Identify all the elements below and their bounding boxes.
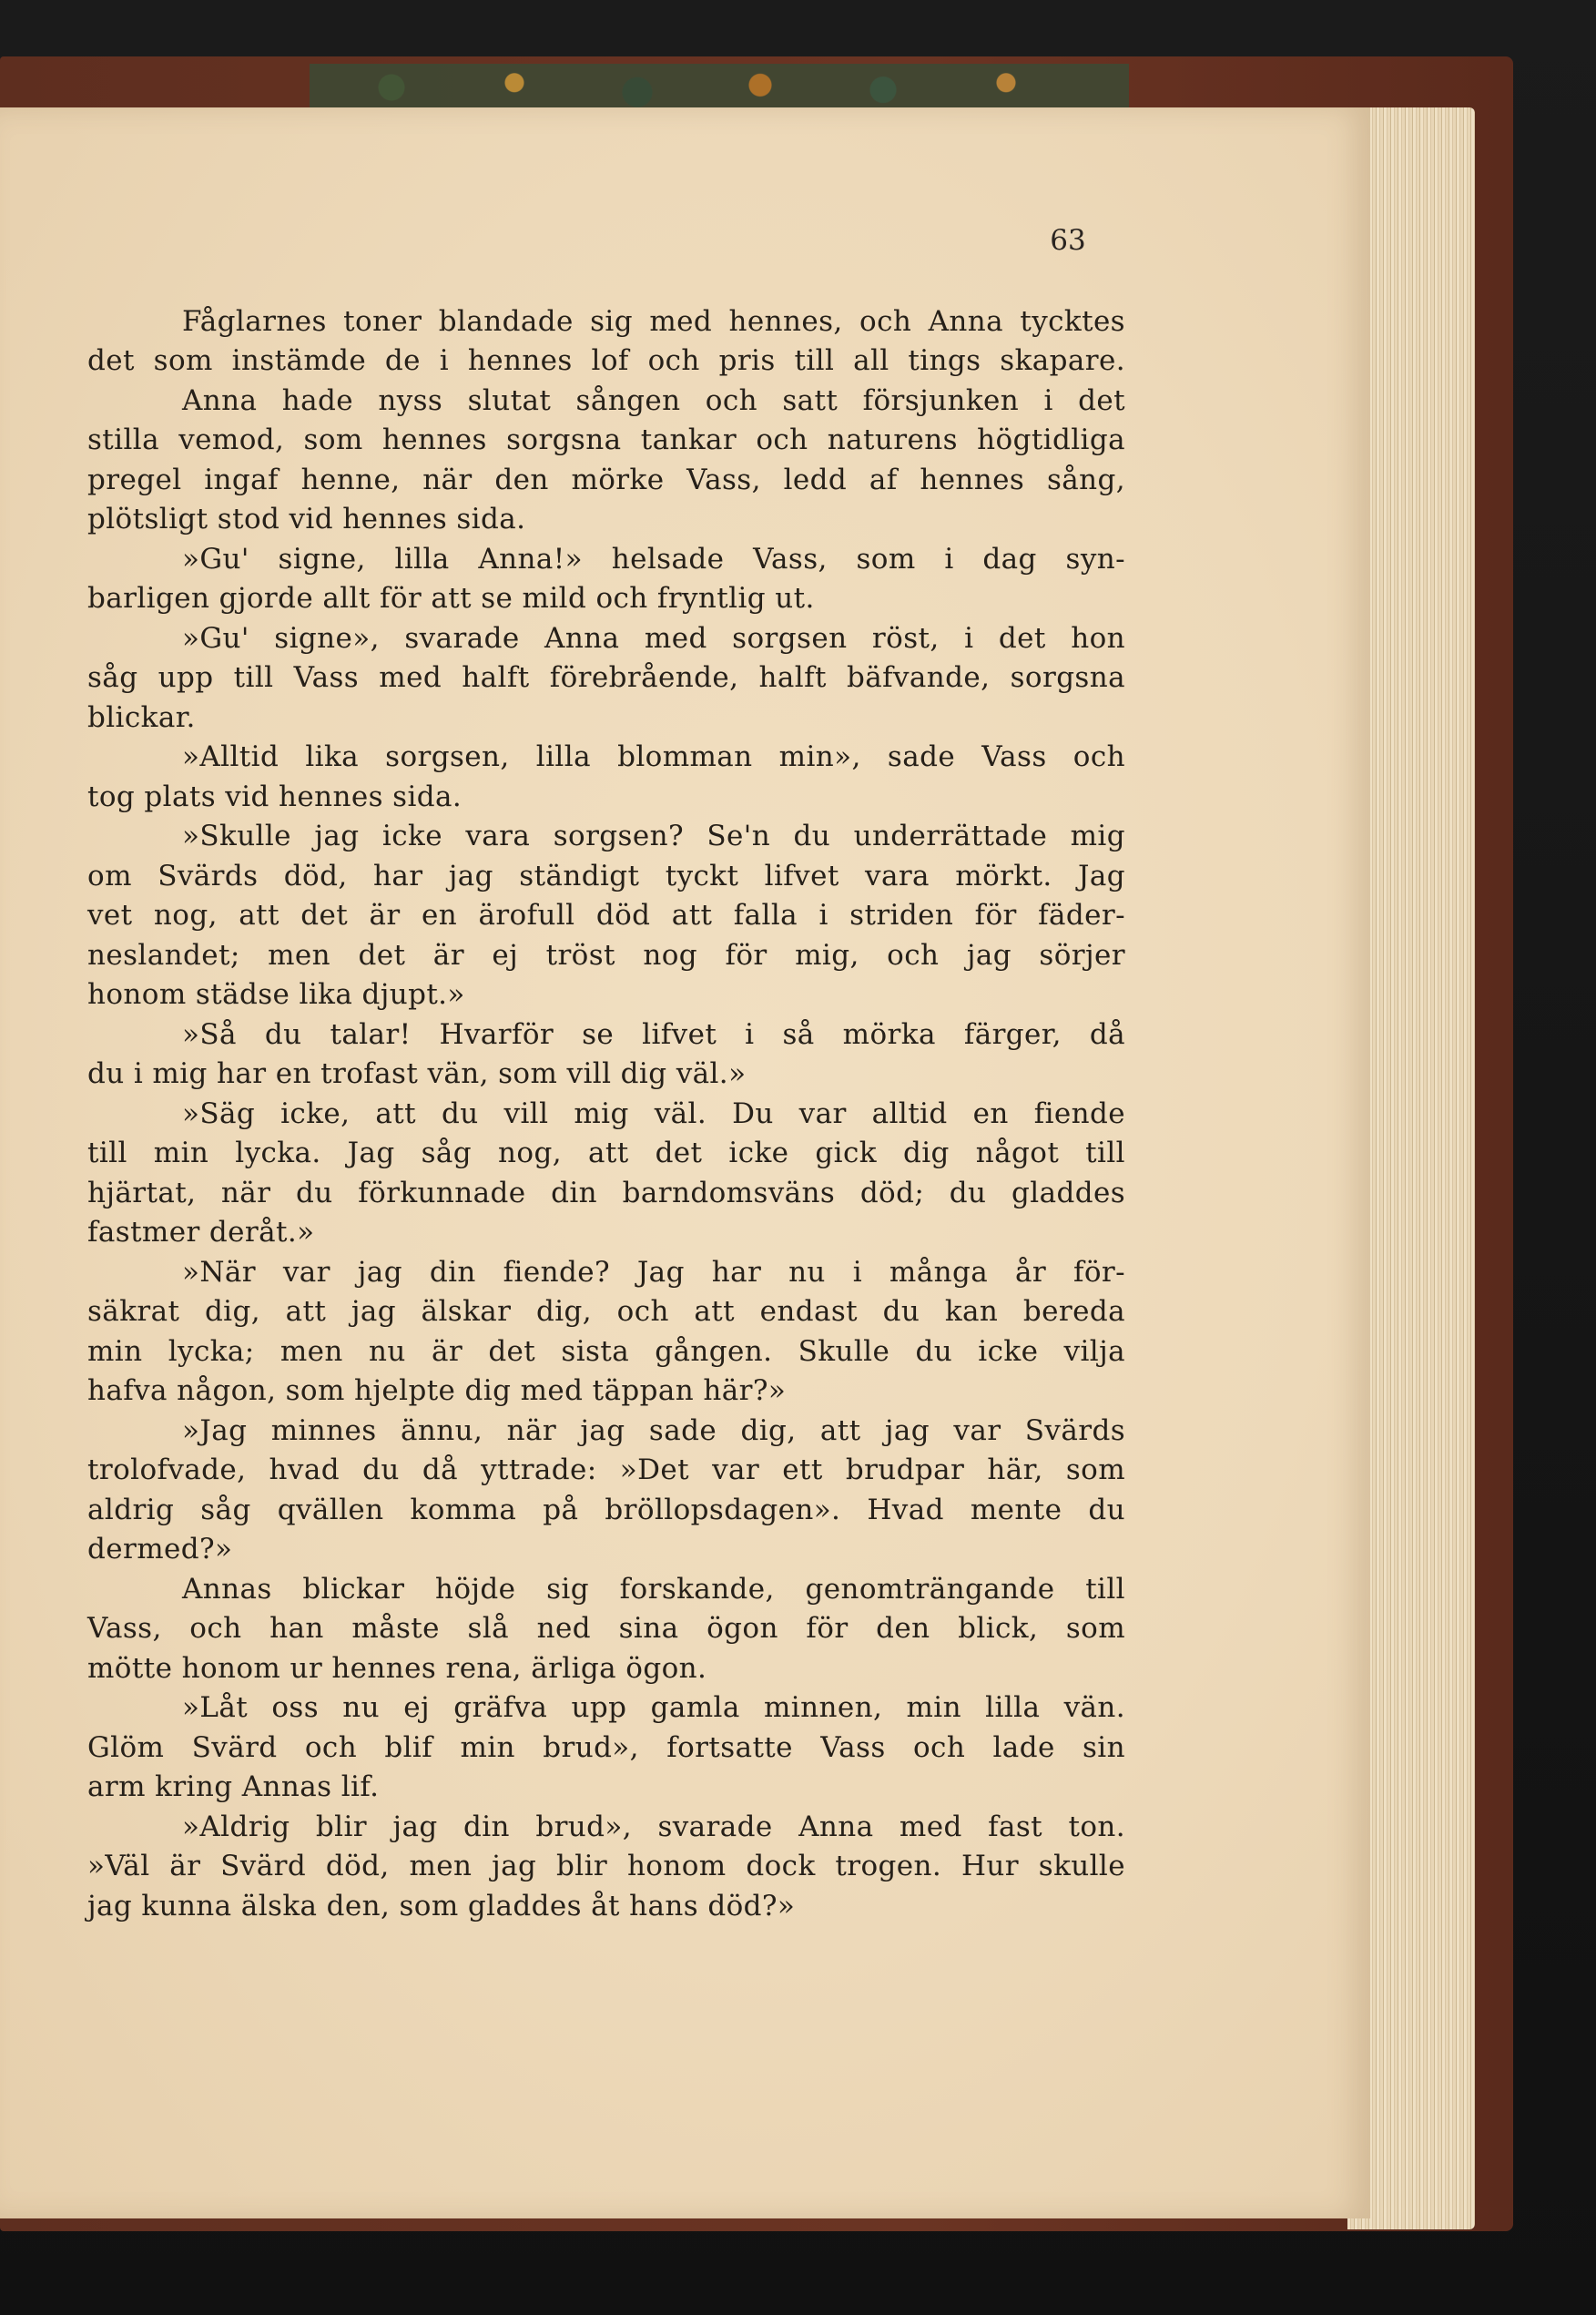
text-line: säkrat dig, att jag älskar dig, och att endast du kan bereda [87, 1295, 1125, 1328]
text-line: Vass, och han måste slå ned sina ögon för den blick, som [87, 1612, 1125, 1645]
text-line: du i mig har en trofast vän, som vill dig väl.» [87, 1057, 747, 1090]
text-line: min lycka; men nu är det sista gången. Skulle du icke vilja [87, 1335, 1125, 1368]
page-number: 63 [1050, 224, 1086, 257]
text-line: fastmer deråt.» [87, 1216, 315, 1249]
text-line: om Svärds död, har jag ständigt tyckt lifvet vara mörkt. Jag [87, 860, 1125, 892]
text-line: aldrig såg qvällen komma på bröllopsdagen». Hvad mente du [87, 1494, 1125, 1526]
text-line: tog plats vid hennes sida. [87, 780, 463, 813]
text-line: Annas blickar höjde sig forskande, genomträngande till [182, 1573, 1125, 1606]
text-line: »Väl är Svärd död, men jag blir honom dock trogen. Hur skulle [87, 1850, 1125, 1882]
text-line: hafva någon, som hjelpte dig med täppan här?» [87, 1374, 787, 1407]
text-line: jag kunna älska den, som gladdes åt hans död?» [87, 1890, 796, 1922]
text-line: till min lycka. Jag såg nog, att det icke gick dig något till [87, 1137, 1125, 1169]
text-line: »Jag minnes ännu, när jag sade dig, att jag var Svärds [182, 1414, 1125, 1447]
text-line: honom städse lika djupt.» [87, 978, 465, 1011]
text-line: Anna hade nyss slutat sången och satt försjunken i det [182, 384, 1125, 417]
text-line: Glöm Svärd och blif min brud», fortsatte Vass och lade sin [87, 1731, 1125, 1764]
text-line: dermed?» [87, 1533, 233, 1565]
text-line: Fåglarnes toner blandade sig med hennes, och Anna tycktes [182, 305, 1125, 338]
text-line: »Skulle jag icke vara sorgsen? Se'n du underrättade mig [182, 820, 1125, 852]
text-line: neslandet; men det är ej tröst nog för mig, och jag sörjer [87, 939, 1125, 972]
marbled-endpaper [310, 64, 1129, 111]
text-line: vet nog, att det är en ärofull död att falla i striden för fäder- [87, 899, 1125, 932]
text-line: blickar. [87, 701, 196, 734]
book-page [0, 107, 1370, 2218]
text-line: pregel ingaf henne, när den mörke Vass, ledd af hennes sång, [87, 464, 1125, 496]
text-line: trolofvade, hvad du då yttrade: »Det var ett brudpar här, som [87, 1453, 1125, 1486]
text-line: »Aldrig blir jag din brud», svarade Anna med fast ton. [182, 1810, 1125, 1843]
text-line: »Gu' signe, lilla Anna!» helsade Vass, som i dag syn- [182, 543, 1125, 576]
text-line: såg upp till Vass med halft förebrående, halft bäfvande, sorgsna [87, 661, 1125, 694]
text-line: »Alltid lika sorgsen, lilla blomman min», sade Vass och [182, 740, 1125, 773]
text-line: »När var jag din fiende? Jag har nu i många år för- [182, 1256, 1125, 1289]
text-line: »Gu' signe», svarade Anna med sorgsen röst, i det hon [182, 622, 1125, 655]
text-line: arm kring Annas lif. [87, 1770, 380, 1803]
text-line: »Så du talar! Hvarför se lifvet i så mörka färger, då [182, 1018, 1125, 1051]
text-line: plötsligt stod vid hennes sida. [87, 503, 526, 535]
text-line: barligen gjorde allt för att se mild och fryntlig ut. [87, 582, 815, 615]
text-line: mötte honom ur hennes rena, ärliga ögon. [87, 1652, 707, 1685]
text-line: hjärtat, när du förkunnade din barndomsväns död; du gladdes [87, 1177, 1125, 1209]
text-line: stilla vemod, som hennes sorgsna tankar och naturens högtidliga [87, 423, 1125, 456]
text-line: »Säg icke, att du vill mig väl. Du var alltid en fiende [182, 1097, 1125, 1130]
text-line: »Låt oss nu ej gräfva upp gamla minnen, min lilla vän. [182, 1691, 1125, 1724]
text-line: det som instämde de i hennes lof och pris till all tings skapare. [87, 344, 1125, 377]
